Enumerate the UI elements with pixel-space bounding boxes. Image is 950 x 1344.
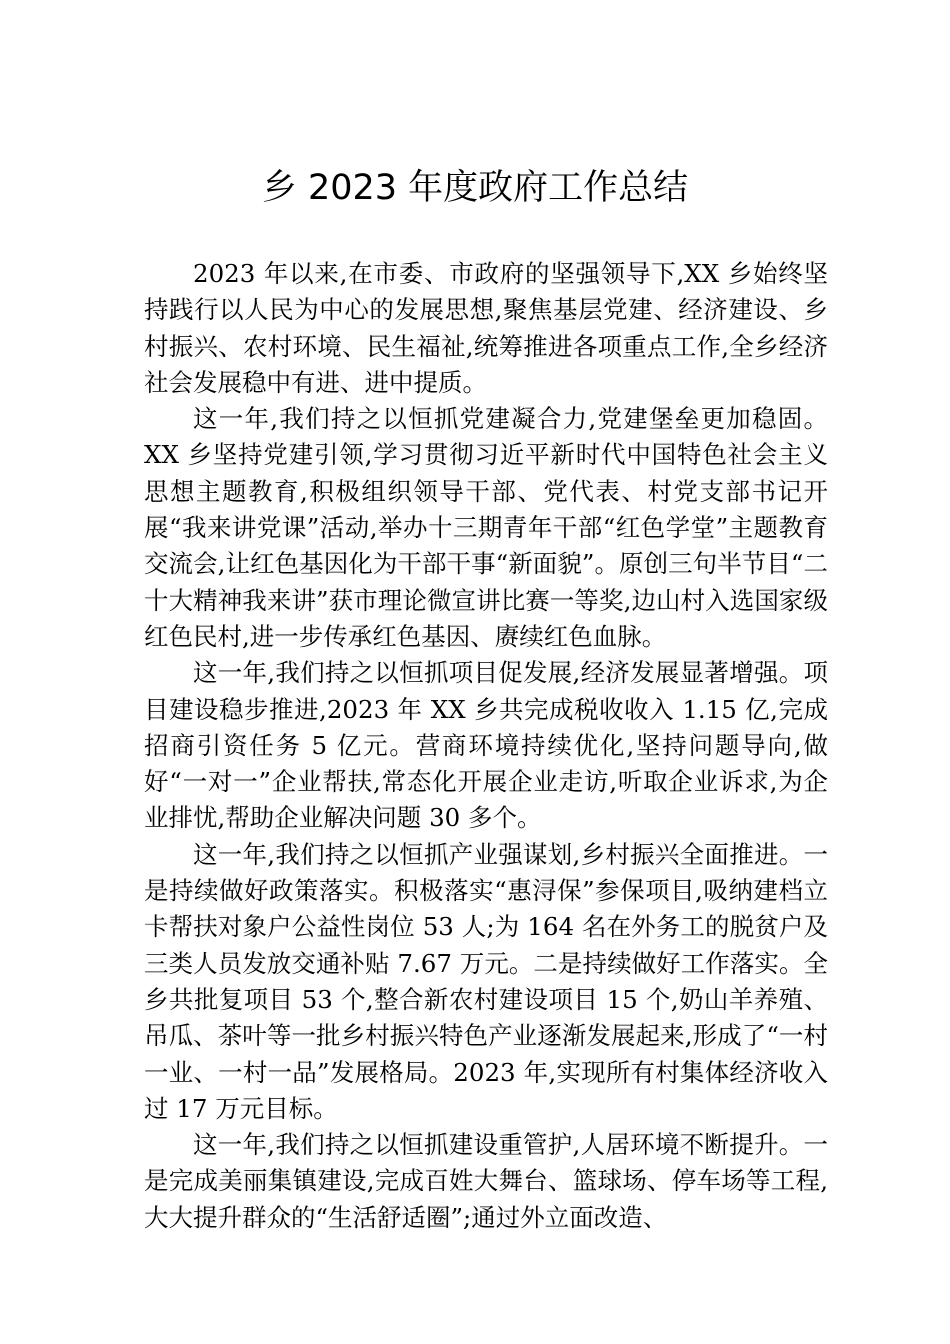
paragraph-living-environment: 这一年,我们持之以恒抓建设重管护,人居环境不断提升。一是完成美丽集镇建设,完成百姓大舞台、篮球场、停车场等工程,大大提升群众的“生活舒适圈”;通过外立面改造、	[144, 1130, 828, 1232]
paragraph-party-building: 这一年,我们持之以恒抓党建凝合力,党建堡垒更加稳固。XX 乡坚持党建引领,学习贯彻习近平新时代中国特色社会主义思想主题教育,积极组织领导干部、党代表、村党支部书记开展“我来讲党课”活动,举办十三期青年干部“红色学堂”主题教育交流会,让红色基因化为干部干事“新面貌”。原创三句半节目“二十大精神我来讲”获市理论微宣讲比赛一等奖,边山村入选国家级红色民村,进一步传承红色基因、赓续红色血脉。	[144, 404, 828, 651]
document-title: 乡 2023 年度政府工作总结	[261, 168, 689, 208]
document-body	[144, 256, 828, 1236]
paragraph-intro: 2023 年以来,在市委、市政府的坚强领导下,XX 乡始终坚持践行以人民为中心的发展思想,聚焦基层党建、经济建设、乡村振兴、农村环境、民生福祉,统筹推进各项重点工作,全乡经济社会发展稳中有进、进中提质。	[144, 259, 828, 397]
paragraph-economy: 这一年,我们持之以恒抓项目促发展,经济发展显著增强。项目建设稳步推进,2023 年 XX 乡共完成税收收入 1.15 亿,完成招商引资任务 5 亿元。营商环境持续优化,坚持问题导向,做好“一对一”企业帮扶,常态化开展企业走访,听取企业诉求,为企业排忧,帮助企业解决问题 30 多个。	[144, 658, 828, 833]
paragraph-rural-revitalization: 这一年,我们持之以恒抓产业强谋划,乡村振兴全面推进。一是持续做好政策落实。积极落实“惠浔保”参保项目,吸纳建档立卡帮扶对象户公益性岗位 53 人;为 164 名在外务工的脱贫户及三类人员发放交通补贴 7.67 万元。二是持续做好工作落实。全乡共批复项目 53 个,整合新农村建设项目 15 个,奶山羊养殖、吊瓜、茶叶等一批乡村振兴特色产业逐渐发展起来,形成了“一村一业、一村一品”发展格局。2023 年,实现所有村集体经济收入过 17 万元目标。	[144, 839, 828, 1123]
